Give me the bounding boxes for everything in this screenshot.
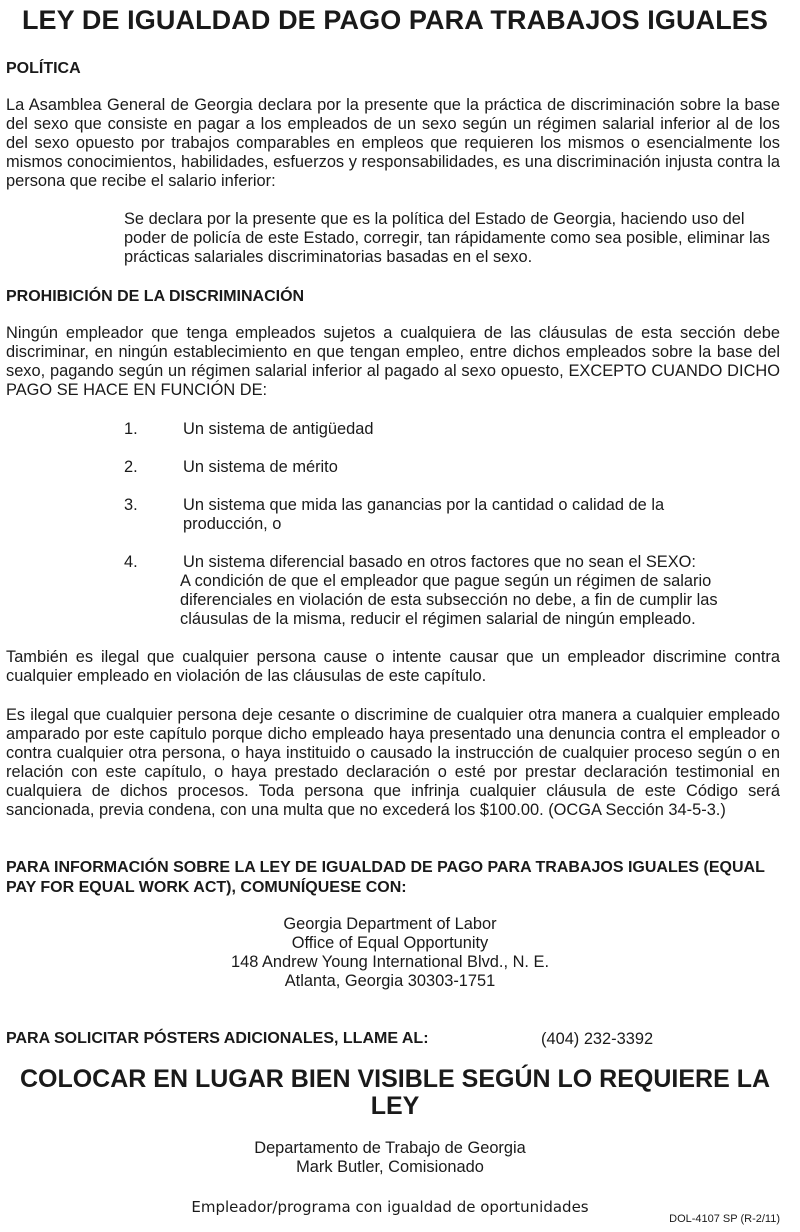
contact-heading: PARA INFORMACIÓN SOBRE LA LEY DE IGUALDAD DE PAGO PARA TRABAJOS IGUALES (EQUAL PAY FOR EQUAL WORK ACT), COMUNÍQUESE CON: bbox=[6, 859, 765, 896]
list-text: Un sistema de mérito bbox=[183, 458, 338, 476]
department-line: Departamento de Trabajo de Georgia bbox=[254, 1139, 526, 1157]
prohibition-paragraph: Ningún empleador que tenga empleados sujetos a cualquiera de las cláusulas de esta sección debe discriminar, en ningún establecimiento en que tengan empleo, entre dichos empleados sobre la base del sexo, pagando según un régimen salarial inferior al pagado al sexo opuesto, EXCEPTO CUANDO DICHO PAGO SE HACE EN FUNCIÓN DE: bbox=[6, 324, 780, 399]
request-posters-label: PARA SOLICITAR PÓSTERS ADICIONALES, LLAME AL: bbox=[6, 1030, 429, 1047]
form-code: DOL-4107 SP (R-2/11) bbox=[669, 1213, 780, 1225]
department-line: Mark Butler, Comisionado bbox=[296, 1158, 484, 1176]
policy-heading: POLÍTICA bbox=[6, 60, 81, 77]
contact-line: Office of Equal Opportunity bbox=[291, 934, 489, 952]
list-number: 1. bbox=[124, 420, 138, 438]
list-subtext: A condición de que el empleador que pague según un régimen de salario diferenciales en violación de esta subsección no debe, a fin de cumplir las cláusulas de la misma, reducir el régimen salarial de ningún empleado. bbox=[180, 572, 718, 628]
list-number: 4. bbox=[124, 553, 138, 571]
post-notice-title: COLOCAR EN LUGAR BIEN VISIBLE SEGÚN LO REQUIERE LA LEY bbox=[19, 1065, 771, 1120]
list-text: Un sistema de antigüedad bbox=[183, 420, 374, 438]
poster-title: LEY DE IGUALDAD DE PAGO PARA TRABAJOS IGUALES bbox=[21, 5, 769, 35]
prohibition-heading: PROHIBICIÓN DE LA DISCRIMINACIÓN bbox=[6, 288, 305, 305]
list-text: Un sistema diferencial basado en otros factores que no sean el SEXO: bbox=[183, 553, 696, 571]
request-phone-number: (404) 232-3392 bbox=[541, 1030, 654, 1048]
list-number: 3. bbox=[124, 496, 138, 514]
illegal-paragraph-1: También es ilegal que cualquier persona cause o intente causar que un empleador discrimine contra cualquier empleado en violación de las cláusulas de este capítulo. bbox=[6, 648, 780, 685]
illegal-paragraph-2: Es ilegal que cualquier persona deje cesante o discrimine de cualquier otra manera a cualquier empleado amparado por este capítulo porque dicho empleado haya presentado una denuncia contra el empleador o contra cualquier otra persona, o haya instituido o causado la instrucción de cualquier proceso según o en relación con este capítulo, o haya prestado declaración o esté por prestar declaración testimonial en cualquiera de dichos procesos. Toda persona que infrinja cualquier cláusula de este Código será sancionada, previa condena, con una multa que no excederá los $100.00. (OCGA Sección 34-5-3.) bbox=[6, 706, 780, 819]
list-text: Un sistema que mida las ganancias por la cantidad o calidad de la producción, o bbox=[183, 496, 665, 533]
contact-line: Atlanta, Georgia 30303-1751 bbox=[284, 972, 496, 990]
policy-paragraph: La Asamblea General de Georgia declara por la presente que la práctica de discriminación sobre la base del sexo que consiste en pagar a los empleados de un sexo según un régimen salarial inferior al de los del sexo opuesto por trabajos comparables en empleos que requieren los mismos o esencialmente los mismos conocimientos, habilidades, esfuerzos y responsabilidades, es una discriminación injusta contra la persona que recibe el salario inferior: bbox=[6, 96, 780, 190]
contact-line: 148 Andrew Young International Blvd., N. E. bbox=[230, 953, 549, 971]
department-block bbox=[180, 1139, 600, 1177]
list-number: 2. bbox=[124, 458, 138, 476]
contact-line: Georgia Department of Labor bbox=[283, 915, 497, 933]
equal-opportunity-employer: Empleador/programa con igualdad de oportunidades bbox=[191, 1198, 589, 1216]
contact-address bbox=[180, 915, 600, 991]
policy-indented-paragraph: Se declara por la presente que es la política del Estado de Georgia, haciendo uso del poder de policía de este Estado, corregir, tan rápidamente como sea posible, eliminar las prácticas salariales discriminatorias basadas en el sexo. bbox=[124, 210, 770, 266]
